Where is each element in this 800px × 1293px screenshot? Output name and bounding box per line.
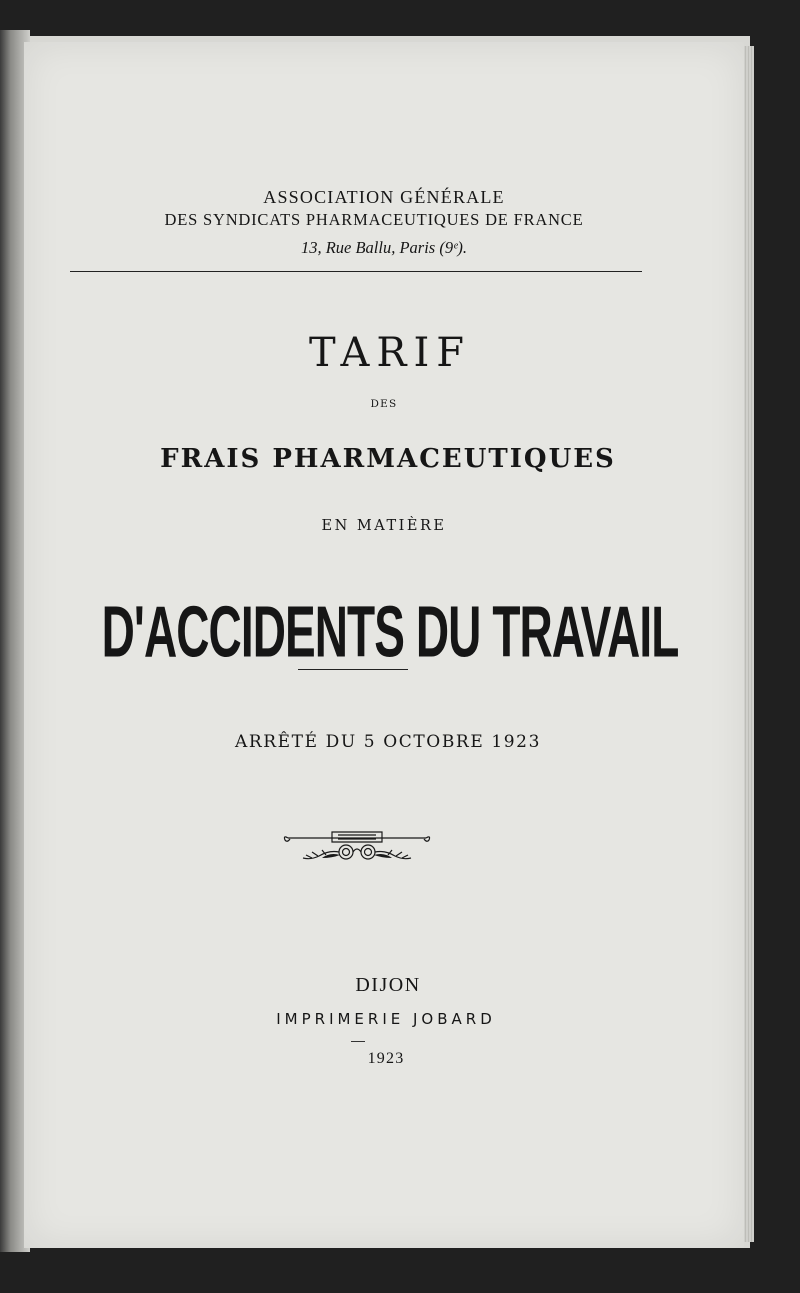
title-des: DES bbox=[370, 398, 398, 410]
title-frais-pharmaceutiques: FRAIS PHARMACEUTIQUES bbox=[160, 444, 616, 474]
association-address: 13, Rue Ballu, Paris (9ᵉ). bbox=[300, 238, 468, 257]
title-divider bbox=[298, 669, 408, 670]
imprint-dash bbox=[351, 1041, 365, 1042]
association-subtitle: DES SYNDICATS PHARMACEUTIQUES DE FRANCE bbox=[164, 210, 584, 229]
title-en-matiere: EN MATIÈRE bbox=[321, 518, 447, 534]
imprint-year: 1923 bbox=[367, 1050, 405, 1067]
imprint-printer: IMPRIMERIE JOBARD bbox=[276, 1010, 496, 1028]
header-divider bbox=[70, 271, 642, 272]
decree-date: ARRÊTÉ DU 5 OCTOBRE 1923 bbox=[234, 732, 541, 752]
title-tarif: TARIF bbox=[308, 330, 472, 376]
imprint-city: DIJON bbox=[355, 974, 421, 996]
association-name: ASSOCIATION GÉNÉRALE bbox=[263, 187, 505, 207]
decorative-scroll-ornament-icon bbox=[282, 828, 432, 864]
title-accidents-du-travail: D'ACCIDENTS DU TRAVAIL bbox=[101, 591, 679, 673]
title-page bbox=[24, 42, 744, 1248]
